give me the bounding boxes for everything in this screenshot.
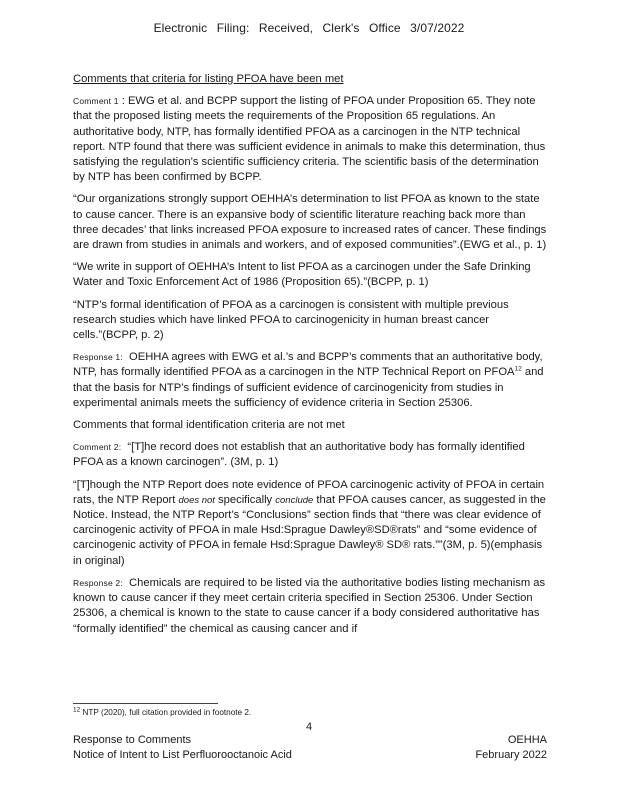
document-body (73, 72, 547, 644)
footnote-text: NTP (2020), full citation provided in footnote 2. (80, 708, 252, 717)
comment-1 (73, 94, 547, 185)
comment-1-text: : EWG et al. and BCPP support the listing of PFOA under Proposition 65. They note that the proposed listing meets the requirements of the Proposition 65 regulations. An authoritative body, NTP, has formally identified PFOA as a carcinogen in the NTP technical report. NTP found that there was sufficient evidence in animals to make this determination, thus satisfying the regulation’s scientific sufficiency criteria. The scientific basis of the determination by NTP has been confirmed by BCPP. (73, 95, 546, 184)
comment-2-label: Comment 2: (73, 442, 122, 453)
footer-date: February 2022 (475, 749, 547, 761)
response-1 (73, 350, 547, 411)
quote-3m-text-c: that PFOA causes cancer, as suggested in the Notice. Instead, the NTP Report’s “Conclusions” section finds that “there was clear evidence of carcinogenic activity of PFOA in male Hsd:Sprague Dawley®SD®rats” and “some evidence of carcinogenic activity of PFOA in female Hsd:Sprague Dawley® SD® rats.””(3M, p. 5)(emphasis in original) (73, 493, 546, 567)
footnote-number: 12 (73, 706, 81, 714)
quote-bcpp-2: “NTP’s formal identification of PFOA as a carcinogen is consistent with multiple previous research studies which have linked PFOA to carcinogenicity in human breast cancer cells.”(BCPP, p. 2) (73, 298, 509, 342)
quote-3m-emphasis-1: does not (178, 494, 215, 506)
footer-left (73, 733, 292, 763)
response-1-text-b: and that the basis for NTP’s findings of sufficient evidence of carcinogenicity from studies in experimental animals meets the sufficiency of evidence criteria in Section 25306. (73, 366, 544, 409)
footnote-ref-12[interactable]: 12 (514, 365, 522, 373)
quote-3m-text-a: “[T]hough the NTP Report does note evidence of PFOA carcinogenic activity of PFOA in certain rats, the NTP Report (73, 478, 545, 506)
comment-2-text: “[T]he record does not establish that an authoritative body has formally identified PFOA as a known carcinogen”. (3M, p. 1) (73, 441, 525, 469)
filing-stamp-header: Electronic Filing: Received, Clerk's Office 3/07/2022 (153, 21, 465, 35)
footer-right (475, 733, 547, 763)
footer-agency: OEHHA (507, 734, 547, 746)
response-1-label: Response 1: (73, 352, 123, 363)
quote-3m (73, 478, 547, 569)
quote-ewg: “Our organizations strongly support OEHHA’s determination to list PFOA as known to the state to cause cancer. There is an expansive body of scientific literature reaching back more than three decades’ that links increased PFOA exposure to increased rates of cancer. These findings are drawn from studies in animals and workers, and of exposed communities”.(EWG et al., p. 1) (73, 193, 547, 252)
quote-bcpp-1: “We write in support of OEHHA’s Intent to list PFOA as a carcinogen under the Safe Drinking Water and Toxic Enforcement Act of 1986 (Proposition 65).”(BCPP, p. 1) (73, 261, 531, 289)
page-number: 4 (305, 721, 313, 733)
response-1-text-a: OEHHA agrees with EWG et al.’s and BCPP’s comments that an authoritative body, NTP, has formally identified PFOA as a carcinogen in the NTP Technical Report on PFOA (73, 351, 543, 379)
section-heading-criteria-met: Comments that criteria for listing PFOA have been met (73, 73, 344, 85)
footer-doc-title: Response to Comments (73, 734, 191, 746)
comment-2 (73, 440, 547, 470)
response-2 (73, 576, 547, 637)
quote-3m-emphasis-2: conclude (275, 494, 314, 506)
response-2-text: Chemicals are required to be listed via the authoritative bodies listing mechanism as known to cause cancer if they meet certain criteria specified in Section 25306. Under Section 25306, a chemical is known to the state to cause cancer if a body considered authoritative has “formally identified” the chemical as causing cancer and if (73, 576, 546, 635)
footnote-divider (73, 703, 218, 704)
section-heading-criteria-not-met: Comments that formal identification criteria are not met (73, 419, 345, 432)
footnote-12 (73, 708, 547, 717)
footer-doc-subtitle: Notice of Intent to List Perfluorooctanoic Acid (73, 749, 292, 761)
response-2-label: Response 2: (73, 577, 123, 588)
quote-3m-text-b: specifically (214, 493, 276, 506)
comment-1-label: Comment 1 (73, 96, 119, 107)
